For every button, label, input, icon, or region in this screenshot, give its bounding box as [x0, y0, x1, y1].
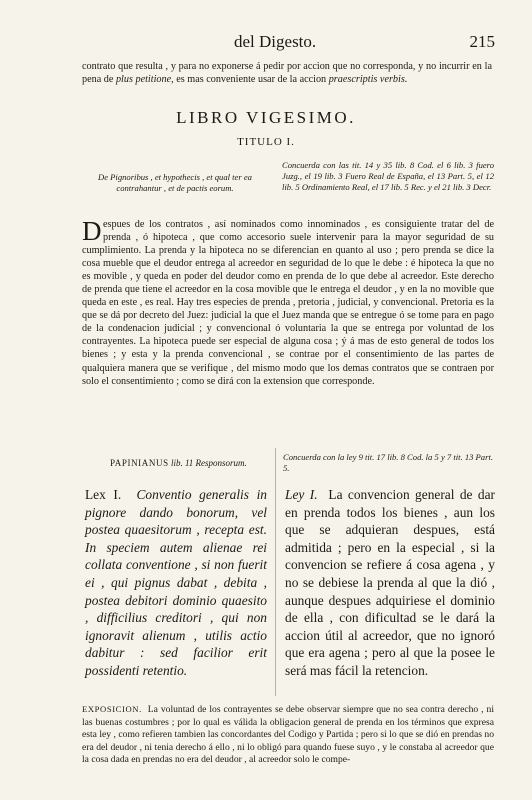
source-ref: lib. 11 Responsorum.	[168, 458, 247, 468]
running-head	[0, 32, 532, 54]
introductory-paragraph	[82, 218, 494, 388]
latin-section-heading: De Pignoribus , et hypothecis , et qual ter ea contrahantur , et de pactis eorum.	[98, 172, 252, 193]
latin-law-label: Lex I.	[85, 487, 122, 502]
source-attribution	[110, 458, 247, 468]
running-title: del Digesto.	[234, 32, 317, 51]
book-title: LIBRO VIGESIMO.	[176, 108, 356, 127]
concordance-note: Concuerda con las tit. 14 y 35 lib. 8 Cod. el 6 lib. 3 fuero Juzg., el 19 lib. 3 Fuero Real de España, el 13 Part. 5, el 12 lib. 5 Ordinamiento Real, el 17 lib. 5 Rec. y el 21 lib. 3 Decr.	[282, 160, 494, 192]
continuation-text-2: , es mas conveniente usar de la accion	[171, 74, 329, 85]
continuation-text: contrato que resulta , y para no exponerse á pedir por accion que no corresponda, y no incurrir en la pena de	[82, 61, 492, 85]
titulo-heading: TITULO I.	[237, 136, 295, 148]
continuation-italic-1: plus petitione	[115, 74, 172, 85]
previous-section-continuation	[82, 60, 492, 86]
spanish-law-body: La convencion general de dar en prenda todos los bienes , aun los que se adquieran despues, está admitida ; pero en la especial , si la convencion se refiere á cosa agena , y no se debiese la prenda al que la dió , aunque despues adquiriese el dominio de ella , con dificultad se le dará la accion útil al acreedor, que no ignoró que era agena ; pero al que la posee le será mas fácil la retencion.	[285, 487, 496, 678]
spanish-law-label: Ley I.	[285, 487, 318, 502]
exposicion-text: La voluntad de los contrayentes se debe observar siempre que no sea contra derecho , ni las buenas costumbres ; por lo qual es válida la obligacion general de prenda en los términos que expresa esta ley , como refieren tambien las concordantes del Codigo y Partida ; pero si lo que se dió en prendas no era del deudor , ni tenia derecho á ello , ni lo obligó para quando fuese suyo , y le constaba al acreedor que la cosa dada en prendas no era del deudor , al acreedor solo le compe-	[82, 704, 494, 766]
drop-cap: D	[82, 216, 102, 246]
continuation-italic-2: praescriptis verbis.	[328, 74, 408, 85]
spanish-law-text	[285, 486, 495, 680]
exposicion-commentary	[82, 703, 494, 767]
exposicion-label: EXPOSICION.	[82, 704, 142, 714]
law-concordance-note: Concuerda con la ley 9 tit. 17 lib. 8 Cod. la 5 y 7 tit. 13 Part. 5.	[283, 452, 493, 473]
source-author: PAPINIANUS	[110, 458, 169, 468]
latin-law-text	[85, 486, 267, 680]
page-number: 215	[469, 32, 495, 51]
introductory-text: espues de los contratos , así nominados como innominados , es consiguiente tratar del de prenda , ó hipoteca , que como accesorio suele intervenir para la mayor seguridad de su cumplimiento. La prenda y la hipoteca no se diferencian en quanto al uso ; pero prenda se dice la cosa mueble que el deudor entrega al acreedor en seguridad de lo que le debe : é hipoteca la que no es movible , y queda en poder del deudor como en prenda de lo que debe al acreedor. Este derecho de prenda que tiene el acreedor en la cosa movible que le entrega el deudor , y en la no movible que queda en este , es real. Hay tres especies de prenda , pretoria , judicial, y convencional. Pretoria es la que se dá por decreto del Juez: judicial la que el Juez manda que se entregue ó se tome para en pago de la condenacion judicial ; y convencional ó voluntaria la que se entrega por voluntad de los contrayentes. La hipoteca puede ser especial de alguna cosa ; ý á mas de esto general de todos los bienes ; y esta y la prenda convencional , se contrae por el consentimiento de las partes de qualquiera manera que se verifique , del mismo modo que los demas contratos que se contraen por solo el consentimiento ; como se dirá con la extension que corresponde.	[82, 219, 494, 387]
column-divider	[275, 448, 276, 696]
latin-law-body: Conventio generalis in pignore dando bonorum, vel postea quaesitorum , recepta est. In speciem autem alienae rei collata conventione , si non fuerit ei , qui pignus dabat , debita , postea debitori dominio quaesito , difficilius creditori , qui non ignoravit alienum , utilis actio dabitur : sed facilior erit possidenti retentio.	[85, 487, 267, 678]
